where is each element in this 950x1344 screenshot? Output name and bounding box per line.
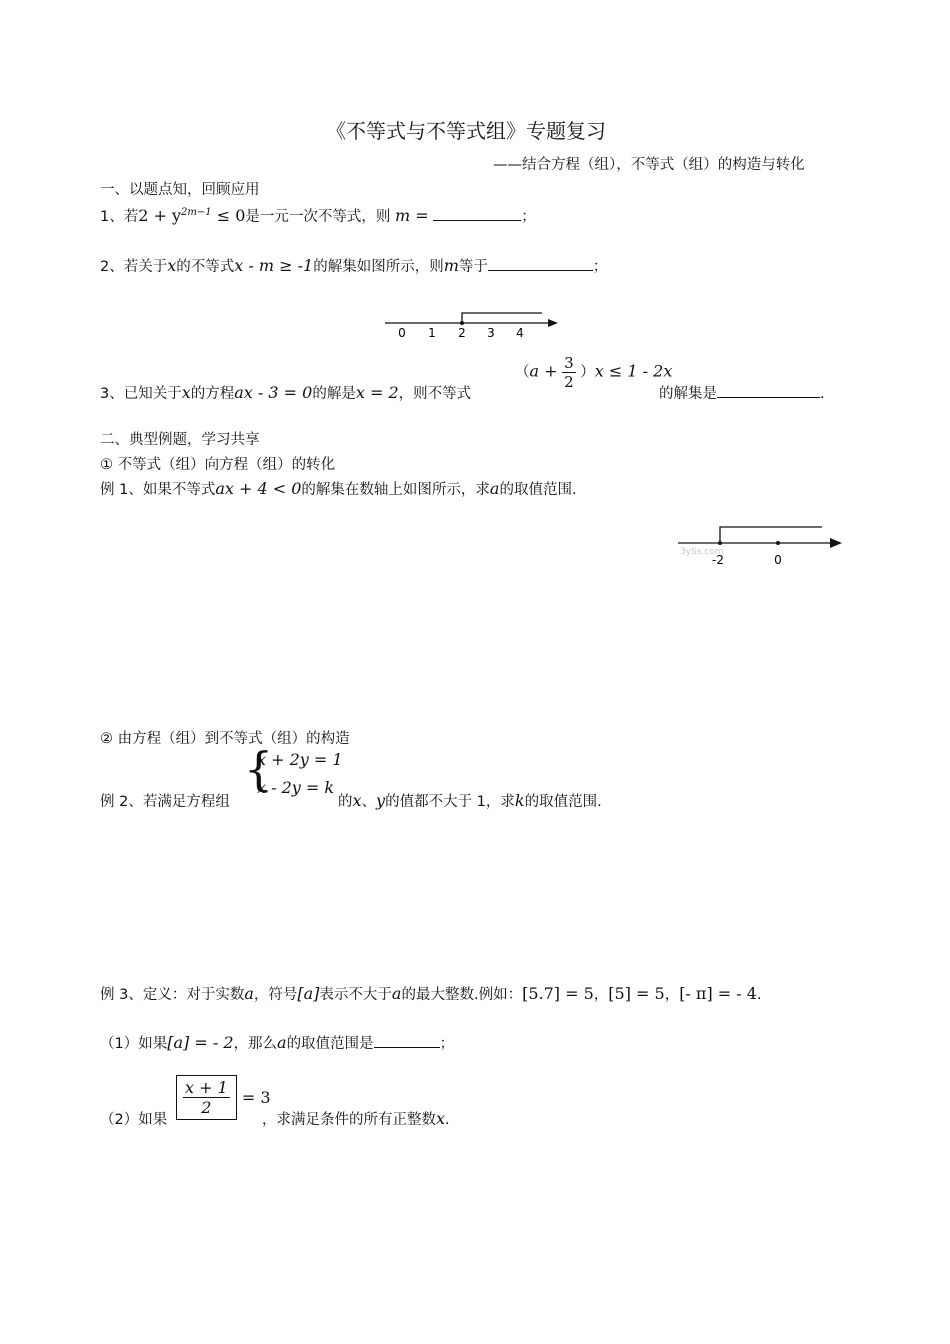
example-3: 例 3、定义：对于实数a，符号[a]表示不大于a的最大整数.例如：[5.7] = 5，[5] = 5，[- π] = - 4. xyxy=(100,984,762,1003)
example-3-part-2-suffix: ，求满足条件的所有正整数x. xyxy=(262,1109,450,1128)
floor-symbol: [a] xyxy=(297,984,320,1003)
tick-label-1: 1 xyxy=(428,326,436,340)
example-1: 例 1、如果不等式ax + 4 < 0的解集在数轴上如图所示，求a的取值范围. xyxy=(100,479,577,498)
section1-heading: 一、以题点知，回顾应用 xyxy=(100,182,260,198)
q3-fraction: $\frac{3}{2}$ xyxy=(564,354,574,391)
tick-label-4: 4 xyxy=(516,326,524,340)
example-2-prefix: 例 2、若满足方程组 xyxy=(100,794,230,810)
floor-brackets xyxy=(176,1075,237,1120)
floor-example-3: [- π] = - 4 xyxy=(679,984,757,1003)
p1-condition: [a] = - 2 xyxy=(167,1033,234,1052)
example-3-part-1: （1）如果[a] = - 2，那么a的取值范围是 ； xyxy=(100,1033,455,1052)
question-3-part-a: 3、已知关于x的方程ax - 3 = 0的解是x = 2，则不等式 xyxy=(100,383,472,402)
arrow-head xyxy=(548,319,558,327)
example-2-suffix: 的x、y的值都不大于 1，求k的取值范围. xyxy=(338,791,602,810)
tick-label-0: 0 xyxy=(774,553,782,567)
q3-inequality: （a + $\frac{3}{2}$ ）x ≤ 1 - 2x xyxy=(515,354,673,391)
p1-answer-blank xyxy=(374,1033,440,1048)
closed-point xyxy=(460,321,464,325)
question-1: 1、若$2 + y^{2m-1} \le 0$是一元一次不等式，则 m = ； xyxy=(100,206,536,225)
point-minus-2 xyxy=(718,541,722,545)
question-3-part-b: 的解集是 . xyxy=(659,382,825,403)
ex1-number-line xyxy=(676,518,848,570)
q2-answer-blank xyxy=(488,256,593,271)
system-equation-1: x + 2y = 1 xyxy=(257,750,343,769)
subsection-1-heading: ① 不等式（组）向方程（组）的转化 xyxy=(100,457,336,473)
solution-bracket xyxy=(462,313,542,323)
example-3-part-2-prefix: （2）如果 xyxy=(100,1112,168,1128)
point-zero xyxy=(776,541,780,545)
question-2: 2、若关于x的不等式x - m ≥ -1的解集如图所示，则m等于 ； xyxy=(100,256,608,275)
tick-label-0: 0 xyxy=(398,326,406,340)
p2-fraction: $\frac{x + 1}{2}$ xyxy=(185,1078,228,1117)
q1-answer-blank xyxy=(433,206,521,221)
watermark-text: 3ySs.com xyxy=(680,547,724,557)
p2-floor-fraction: $\frac{x + 1}{2}$ = 3 xyxy=(176,1075,271,1120)
page-title: 《不等式与不等式组》专题复习 xyxy=(326,119,606,143)
q1-expression: 2 + y xyxy=(138,206,182,225)
floor-example-1: [5.7] = 5 xyxy=(522,984,594,1003)
subsection-2-heading: ② 由方程（组）到不等式（组）的构造 xyxy=(100,731,350,747)
q2-number-line xyxy=(380,306,565,342)
q3-answer-blank xyxy=(717,383,820,398)
tick-label-minus-2: -2 xyxy=(712,553,724,567)
q2-inequality: x - m ≥ -1 xyxy=(234,256,314,275)
tick-label-2: 2 xyxy=(458,326,466,340)
section2-heading: 二、典型例题，学习共享 xyxy=(100,432,260,448)
arrow-head xyxy=(830,538,842,548)
system-brace: { xyxy=(244,742,274,796)
tick-label-3: 3 xyxy=(487,326,495,340)
ex1-inequality: ax + 4 < 0 xyxy=(215,479,302,498)
page-subtitle: ——结合方程（组），不等式（组）的构造与转化 xyxy=(493,157,805,173)
solution-bracket xyxy=(720,527,822,543)
q3-equation: ax - 3 = 0 xyxy=(234,383,313,402)
q1-exponent: 2m−1 xyxy=(181,207,212,219)
floor-example-2: [5] = 5 xyxy=(608,984,665,1003)
system-equation-2: x - 2y = k xyxy=(257,778,335,797)
